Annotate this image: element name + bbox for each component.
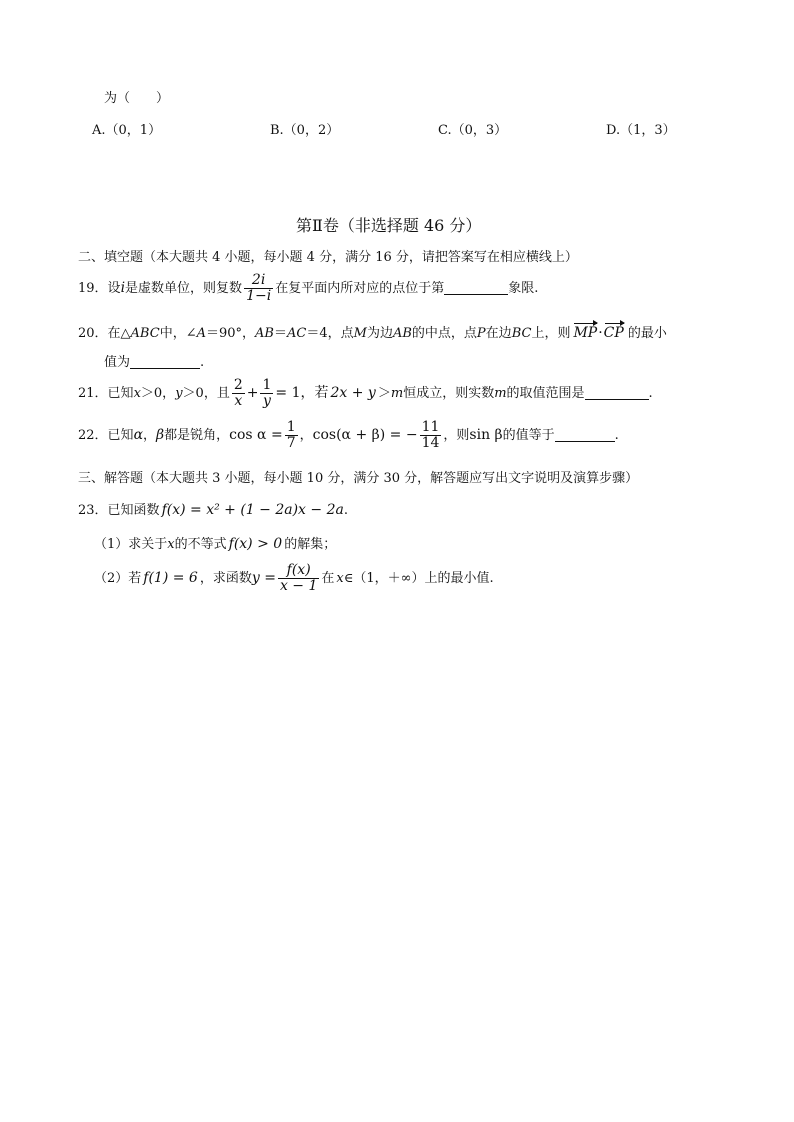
q18-tail: 为（ ） [104,91,170,106]
q22-sin-beta: sin β [469,427,503,443]
q22-text-a: 已知 [107,427,134,443]
q23-p1-x: x [167,536,175,552]
q22-cos-alpha-beta: cos(α + β) = − [312,427,418,443]
q21-frac2-num: 1 [262,376,272,393]
q19-frac-num: 2i [244,273,273,289]
q23-p2-interval: ∈（1，＋∞）上的最小值. [343,570,494,586]
q21-fraction-1 [232,378,245,409]
q21-text-f: 的取值范围是 [506,385,585,401]
q21-expr: 2x + y [330,385,376,401]
q20-text-h: 在边 [485,325,512,341]
q23-p2-fraction [278,563,319,594]
q19-frac-den: 1−i [246,287,272,304]
part2-title: 第Ⅱ卷（非选择题 46 分） [296,216,482,235]
q23-p2-frac-num: f(x) [278,563,319,579]
q21-m: m [390,385,404,401]
q20-text-e: ＝4，点 [306,325,354,341]
q19-i: i [120,280,126,296]
q23-p2-y: y = [251,570,276,586]
q22-beta: β [156,427,165,443]
q22-sep: ， [143,427,157,443]
question-21 [78,375,653,411]
q21-text-a: 已知 [107,385,134,401]
q23-p1-text-c: 的解集； [284,536,337,552]
q21-frac1-den: x [234,392,243,409]
q22-end: . [614,427,619,443]
fill-section-heading: 二、填空题（本大题共 4 小题，每小题 4 分，满分 16 分，请把答案写在相应横线上） [78,250,578,265]
q22-fraction-2 [420,420,442,451]
q20-angle-a: A [196,325,206,341]
q21-text-b: ＞0， [140,385,176,401]
q20-text-d: ＝ [273,325,287,341]
question-22 [78,417,619,453]
q22-frac1-num: 1 [286,418,296,435]
q19-number: 19． [78,280,108,296]
q20-ab: AB [255,325,274,341]
q21-x: x [133,385,141,401]
q19-text-b: 是虚数单位，则复数 [125,280,243,296]
q22-frac2-den: 14 [421,434,440,451]
q22-answer-blank[interactable] [555,429,615,442]
q22-fraction-1 [285,420,298,451]
question-19 [78,270,538,306]
q20-text-j: 的最小 [627,325,667,341]
q23-text-a: 已知函数 [107,502,160,518]
q22-cos-alpha: cos α = [229,427,283,443]
answer-section-heading: 三、解答题（本大题共 3 小题，每小题 10 分，满分 30 分，解答题应写出文字说明及演算步骤） [78,471,639,486]
q20-text-c: ＝90°， [205,325,256,341]
q23-p1-text-b: 的不等式 [174,536,227,552]
q22-text-d: 的值等于 [502,427,555,443]
q23-end: . [343,502,348,518]
q20-ab2: AB [392,325,412,341]
q20-point-p: P [476,325,486,341]
q21-text-d: ＞ [377,385,391,401]
q20-text-f: 为边 [366,325,393,341]
q20-text-b: 中，∠ [159,325,197,341]
q20-point-m: M [353,325,367,341]
q20-bc: BC [511,325,532,341]
question-20-line2 [104,356,204,369]
q21-m2: m [494,385,507,401]
q19-text-d: 象限. [508,280,539,296]
q21-answer-blank[interactable] [585,387,649,400]
q21-end: . [648,385,653,401]
q23-p1-inequality: f(x) > 0 [228,536,283,552]
q20-ac: AC [287,325,307,341]
q23-p1-label: （1）求关于 [94,536,168,552]
question-23 [78,503,348,517]
q21-frac2-den: y [262,392,271,409]
q23-p2-text-b: ，求函数 [199,570,252,586]
q20-end: . [200,355,205,370]
q23-number: 23． [78,502,108,518]
q23-p2-frac-den: x − 1 [279,577,318,594]
q19-fraction [244,273,273,304]
q19-answer-blank[interactable] [444,282,508,295]
q20-text-i: 上，则 [531,325,571,341]
q23-part2 [94,560,494,596]
q18-option-d: D.（1，3） [606,123,676,138]
q22-alpha: α [133,427,144,443]
q19-text-c: 在复平面内所对应的点位于第 [275,280,445,296]
q21-text-c: ＞0，且 [182,385,230,401]
q20-line2-text: 值为 [104,355,131,370]
q22-text-c: ，则 [443,427,470,443]
q21-eq: = 1，若 [275,385,329,401]
question-20 [78,324,667,342]
q20-answer-blank[interactable] [130,356,200,369]
q23-p2-label: （2）若 [94,570,142,586]
q22-frac1-den: 7 [286,434,296,451]
q20-vector-mp: MP [573,325,598,341]
q18-option-c: C.（0，3） [438,123,508,138]
q22-text-b: 都是锐角， [164,427,230,443]
q23-p2-text-c: 在 [321,570,335,586]
q18-option-a: A.（0，1） [92,123,162,138]
q23-function: f(x) = x² + (1 − 2a)x − 2a [161,502,344,518]
q20-vector-cp: CP [603,325,624,341]
q19-text-a: 设 [107,280,121,296]
q20-abc: ABC [130,325,160,341]
q21-plus: + [246,385,259,401]
q21-frac1-num: 2 [233,376,243,393]
q20-text-a: 在△ [107,325,131,341]
q21-fraction-2 [260,378,273,409]
q23-part1 [94,537,336,551]
q20-number: 20． [78,325,108,341]
q23-p2-condition: f(1) = 6 [143,570,198,586]
q21-number: 21． [78,385,108,401]
q21-y: y [175,385,183,401]
q20-text-g: 的中点，点 [411,325,477,341]
q22-frac2-num: 11 [421,418,440,435]
q22-number: 22． [78,427,108,443]
q21-text-e: 恒成立，则实数 [403,385,495,401]
q18-option-b: B.（0，2） [270,123,340,138]
q23-p2-x: x [336,570,344,586]
q22-comma: ， [299,427,313,443]
q20-dot: · [598,325,603,341]
